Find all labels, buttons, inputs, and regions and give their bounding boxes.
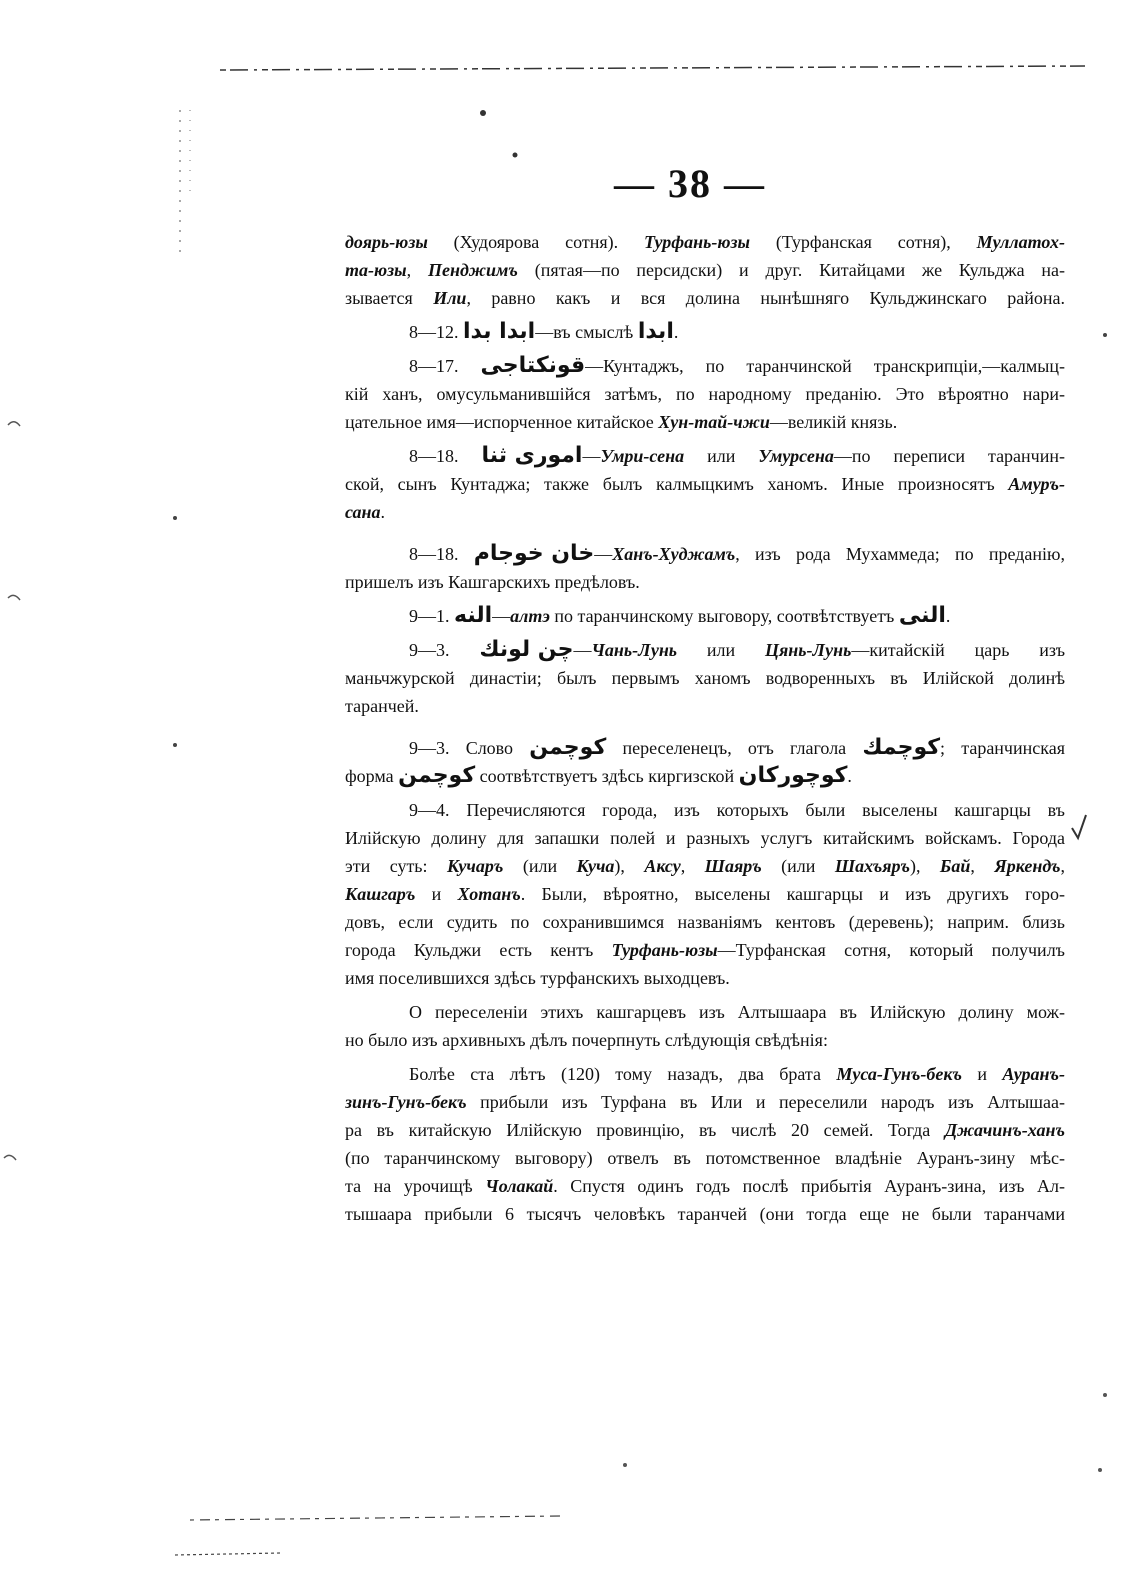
text-line: таранчей. — [345, 696, 419, 716]
text-line: 8—18. امورى ثنا—Умри-сена или Умурсена—по переписи таранчин- — [409, 443, 1065, 468]
text-line: эти суть: Кучаръ (или Куча), Аксу, Шаяръ (или Шахъяръ), Бай, Яркендъ, — [345, 856, 1065, 876]
text-line: цательное имя—испорченное китайское Хун-тай-чжи—великій князь. — [345, 412, 898, 432]
text-line: ра въ китайскую Илійскую провинцію, въ числѣ 20 семей. Тогда Джачинъ-ханъ — [345, 1120, 1065, 1140]
text-line: кій ханъ, омусульманившійся затѣмъ, по народному преданію. Это вѣроятно нари- — [345, 384, 1065, 404]
text-line: ской, сынъ Кунтаджа; также былъ калмыцкимъ ханомъ. Иные произносятъ Амуръ- — [345, 474, 1065, 494]
text-line: 8—17. قونكتاجى—Кунтаджъ, по таранчинской транскрипціи,—калмыц- — [409, 353, 1065, 378]
text-line: Кашгаръ и Хотанъ. Были, вѣроятно, выселены кашгарцы и изъ другихъ горо- — [345, 884, 1065, 904]
text-line: Болѣе ста лѣтъ (120) тому назадъ, два брата Муса-Гунъ-бекъ и Ауранъ- — [409, 1064, 1065, 1084]
text-line: тышаара прибыли 6 тысячъ человѣкъ таранчей (они тогда еще не были таранчами — [345, 1204, 1065, 1224]
text-line: сана. — [345, 502, 386, 522]
text-line: 9—3. چن لونك—Чань-Лунь или Цянь-Лунь—китайскій царь изъ — [409, 637, 1065, 662]
text-line: Илійскую долину для запашки полей и разныхъ услугъ китайскимъ войскамъ. Города — [345, 828, 1065, 848]
text-line: 8—12. ابدا بدا—въ смыслѣ ابدا. — [409, 319, 679, 344]
text-line: О переселеніи этихъ кашгарцевъ изъ Алтышаара въ Илійскую долину мож- — [409, 1002, 1065, 1022]
body-text — [345, 228, 1065, 1228]
text-line: та на урочищѣ Чолакай. Спустя одинъ годъ послѣ прибытія Ауранъ-зина, изъ Ал- — [345, 1176, 1065, 1196]
text-line: маньчжурской династіи; былъ первымъ ханомъ водворенныхъ въ Илійской долинѣ — [345, 668, 1065, 688]
page-number: — 38 — — [614, 161, 766, 206]
text-line: (по таранчинскому выговору) отвелъ въ потомственное владѣніе Ауранъ-зину мѣс- — [345, 1148, 1065, 1168]
text-line: имя поселившихся здѣсь турфанскихъ выходцевъ. — [345, 968, 730, 988]
text-line: 9—1. النه—алтэ по таранчинскому выговору, соотвѣтствуетъ النى. — [409, 603, 951, 628]
text-line: форма كوچمن соотвѣтствуетъ здѣсь киргизской كوچوركان. — [345, 763, 852, 788]
text-line: города Кульджи есть кентъ Турфань-юзы—Турфанская сотня, который получилъ — [345, 940, 1065, 960]
text-line: 8—18. خان خوجام—Ханъ-Худжамъ, изъ рода Мухаммеда; по преданію, — [409, 541, 1065, 566]
text-line: доярь-юзы (Худоярова сотня). Турфань-юзы (Турфанская сотня), Муллатох- — [345, 232, 1065, 252]
text-line: зывается Или, равно какъ и вся долина нынѣшняго Кульджинскаго района. — [345, 288, 1065, 308]
text-line: та-юзы, Пенджимъ (пятая—по персидски) и друг. Китайцами же Кульджа на- — [345, 260, 1065, 280]
text-line: зинъ-Гунъ-бекъ прибыли изъ Турфана въ Или и переселили народъ изъ Алтышаа- — [345, 1092, 1065, 1112]
text-line: но было изъ архивныхъ дѣлъ почерпнуть слѣдующія свѣдѣнія: — [345, 1030, 828, 1050]
text-line: довъ, если судить по сохранившимся названіямъ кентовъ (деревень); наприм. близь — [345, 912, 1065, 932]
text-line: пришелъ изъ Кашгарскихъ предѣловъ. — [345, 572, 640, 592]
text-line: 9—4. Перечисляются города, изъ которыхъ были выселены кашгарцы въ — [409, 800, 1065, 820]
text-line: 9—3. Слово كوچمن переселенецъ, отъ глагола كوچمك; таранчинская — [409, 735, 1065, 760]
